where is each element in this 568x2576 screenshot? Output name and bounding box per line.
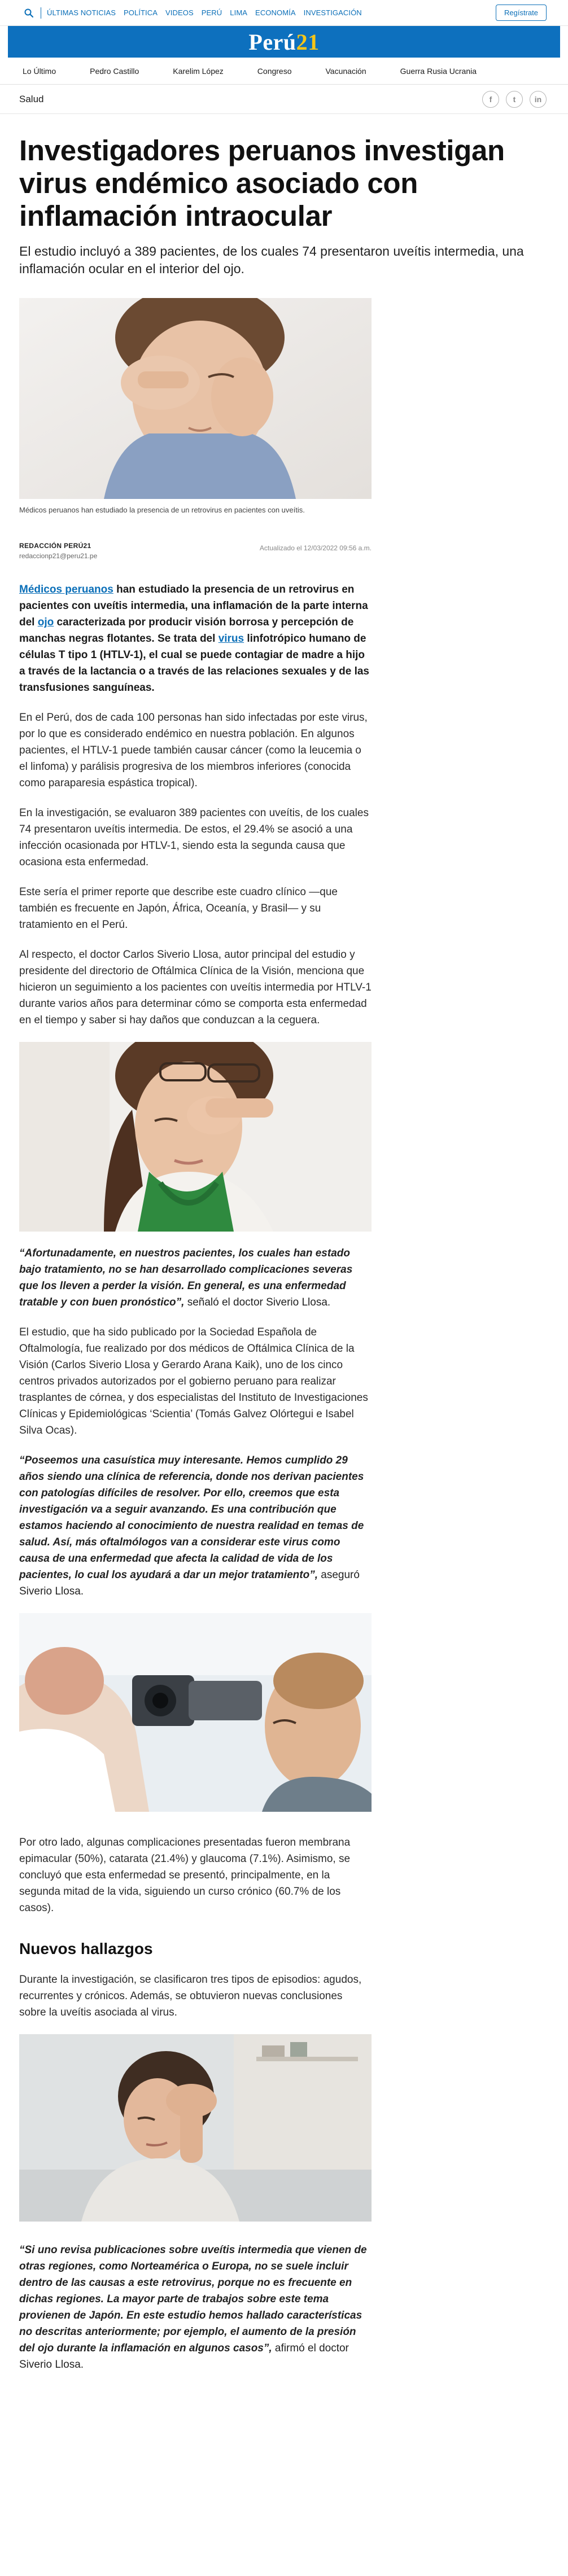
hero-image [19, 298, 372, 499]
brand-bar [8, 26, 560, 58]
section-nav [0, 58, 568, 85]
hero-caption: Médicos peruanos han estudiado la presencia de un retrovirus en pacientes con uveítis. [19, 506, 305, 514]
image-eye-exam [19, 1613, 372, 1812]
bottom-spacer [19, 2373, 549, 2386]
link-medicos-peruanos[interactable]: Médicos peruanos [19, 584, 113, 595]
share-buttons [482, 91, 547, 108]
paragraph-3: En la investigación, se evaluaron 389 pacientes con uveítis, de los cuales 74 presentaron uveítis intermedia. De estos, el 29.4% se asoció a una infección ocasionada por HTLV-1, siendo esta la segunda causa que ocasiona esta enfermedad. [19, 807, 369, 868]
article-title: Investigadores peruanos investigan virus endémico asociado con inflamación intraocular [19, 134, 505, 232]
category-label[interactable]: Salud [19, 93, 44, 104]
subheading-nuevos-hallazgos: Nuevos hallazgos [19, 1940, 153, 1957]
article [0, 134, 568, 2386]
quote-2-attribution: aseguró Siverio Llosa. [19, 1569, 360, 1597]
byline [19, 542, 372, 560]
logo-name: Perú [248, 29, 296, 55]
section-pedro-castillo[interactable]: Pedro Castillo [90, 66, 139, 76]
article-subtitle: El estudio incluyó a 389 pacientes, de los cuales 74 presentaron uveítis intermedia, una inflamación ocular en el interior del ojo. [19, 244, 524, 276]
linkedin-icon[interactable]: in [530, 91, 547, 108]
top-nav-videos[interactable]: VIDEOS [165, 8, 194, 17]
paragraph-7: Por otro lado, algunas complicaciones presentadas fueron membrana epimacular (50%), catarata (21.4%) y glaucoma (7.1%). Asimismo, se concluyó que esta enfermedad se presentó, principalmente, en la segunda mitad de la vida, siguiendo un curso crónico (60.7% de los casos). [19, 1837, 351, 1914]
paragraph-6: El estudio, que ha sido publicado por la Sociedad Española de Oftalmología, fue realizado por dos médicos de Oftálmica Clínica de la Visión (Carlos Siverio Llosa y Gerardo Arana Kaik), uno de los cinco centros privados autorizados por el gobierno peruano para realizar trasplantes de córnea, y dos especialistas del Instituto de Investigaciones Clínicas y Epidemiológicas ‘Scientia’ (Tomás Galvez Olórtegui e Isabel Silva Ocas). [19, 1326, 368, 1436]
image-woman-headache [19, 2034, 372, 2222]
top-bar [0, 0, 568, 26]
quote-1 [19, 1245, 372, 1311]
top-nav-politica[interactable]: POLÍTICA [123, 8, 158, 17]
paragraph-8: Durante la investigación, se clasificaron tres tipos de episodios: agudos, recurrentes y crónicos. Además, se obtuvieron nuevas conclusiones sobre la uveítis asociada al virus. [19, 1974, 362, 2018]
quote-1-text: “Afortunadamente, en nuestros pacientes, los cuales han estado bajo tratamiento, no se han desarrollado complicaciones severas que los lleven a perder la visión. En general, es una enfermedad tratable y con buen pronóstico”, [19, 1247, 353, 1308]
quote-3-text: “Si uno revisa publicaciones sobre uveítis intermedia que vienen de otras regiones, como Norteamérica o Europa, no se suele incluir dentro de las causas a este retrovirus, porque no es frecuente en dichas regiones. La mayor parte de trabajos sobre este tema provienen de Japón. En este estudio hemos hallado características no descritas anteriormente; por ejemplo, el aumento de la presión del ojo durante la inflamación en algunos casos”, [19, 2244, 367, 2354]
lead-text-3: linfotrópico humano de células T tipo 1 (HTLV-1), el cual se puede contagiar de madre a hijo a través de la lactancia o a través de las relaciones sexuales y de las transfusiones sanguíneas. [19, 633, 369, 694]
section-guerra-rusia-ucrania[interactable]: Guerra Rusia Ucrania [400, 66, 477, 76]
section-vacunacion[interactable]: Vacunación [325, 66, 366, 76]
top-nav-lima[interactable]: LIMA [230, 8, 248, 17]
top-nav [47, 8, 496, 17]
link-ojo[interactable]: ojo [37, 616, 54, 628]
author-name[interactable]: REDACCIÓN PERÚ21 [19, 542, 91, 550]
section-congreso[interactable]: Congreso [257, 66, 292, 76]
top-nav-investigacion[interactable]: INVESTIGACIÓN [303, 8, 362, 17]
image-woman-eye [19, 1042, 372, 1232]
category-bar [0, 85, 568, 114]
paragraph-5: Al respecto, el doctor Carlos Siverio Llosa, autor principal del estudio y presidente del directorio de Oftálmica Clínica de la Visión, menciona que hicieron un seguimiento a los pacientes con uveítis intermedia por HTLV-1 durante varios años para determinar cómo se comporta esta enfermedad en el tiempo y saber si hay daños que conduzcan a la ceguera. [19, 949, 372, 1026]
facebook-icon[interactable]: f [482, 91, 499, 108]
quote-2 [19, 1452, 372, 1600]
paragraph-4: Este sería el primer reporte que describe este cuadro clínico —que también es frecuente en Japón, África, Oceanía, y Brasil— y su tratamiento en el Perú. [19, 886, 338, 931]
quote-3-attribution: afirmó el doctor Siverio Llosa. [19, 2342, 349, 2371]
search-icon[interactable] [23, 7, 35, 19]
author-email: redaccionp21@peru21.pe [19, 552, 98, 560]
updated-date: Actualizado el 12/03/2022 09:56 a.m. [259, 544, 372, 552]
lead-paragraph [19, 581, 372, 696]
lead-text-1: han estudiado la presencia de un retrovirus en pacientes con uveítis intermedia, una inflamación de la parte interna del [19, 584, 368, 628]
register-button[interactable]: Regístrate [496, 5, 547, 21]
top-nav-peru[interactable]: PERÚ [201, 8, 222, 17]
top-nav-economia[interactable]: ECONOMÍA [255, 8, 296, 17]
quote-3 [19, 2242, 372, 2373]
link-virus[interactable]: virus [218, 633, 244, 645]
section-karelim-lopez[interactable]: Karelim López [173, 66, 224, 76]
logo-number: 21 [296, 29, 320, 55]
quote-1-attribution: señaló el doctor Siverio Llosa. [184, 1296, 331, 1308]
quote-2-text: “Poseemos una casuística muy interesante. Hemos cumplido 29 años siendo una clínica de referencia, donde nos derivan pacientes con patologías difíciles de resolver. Por ello, creemos que esta investigación va a seguir avanzando. Es una contribución que estamos haciendo al conocimiento de nuestra realidad en temas de salud. Así, más oftalmólogos van a considerar este virus como causa de una enfermedad que afecta la calidad de vida de los pacientes, lo cual los ayudará a dar un mejor tratamiento”, [19, 1455, 364, 1581]
twitter-icon[interactable]: t [506, 91, 523, 108]
lead-text-2: caracterizada por producir visión borrosa y percepción de manchas negras flotantes. Se trata del [19, 616, 354, 645]
site-logo[interactable] [248, 29, 319, 55]
paragraph-2: En el Perú, dos de cada 100 personas han sido infectadas por este virus, por lo que es considerado endémico en nuestra población. En algunos pacientes, el HTLV-1 puede también causar cáncer (como la leucemia o el linfoma) y parálisis progresiva de los miembros inferiores (conocida como paraparesia espástica tropical). [19, 712, 368, 789]
top-nav-ultimas-noticias[interactable]: ÚLTIMAS NOTICIAS [47, 8, 116, 17]
section-lo-ultimo[interactable]: Lo Último [23, 66, 56, 76]
